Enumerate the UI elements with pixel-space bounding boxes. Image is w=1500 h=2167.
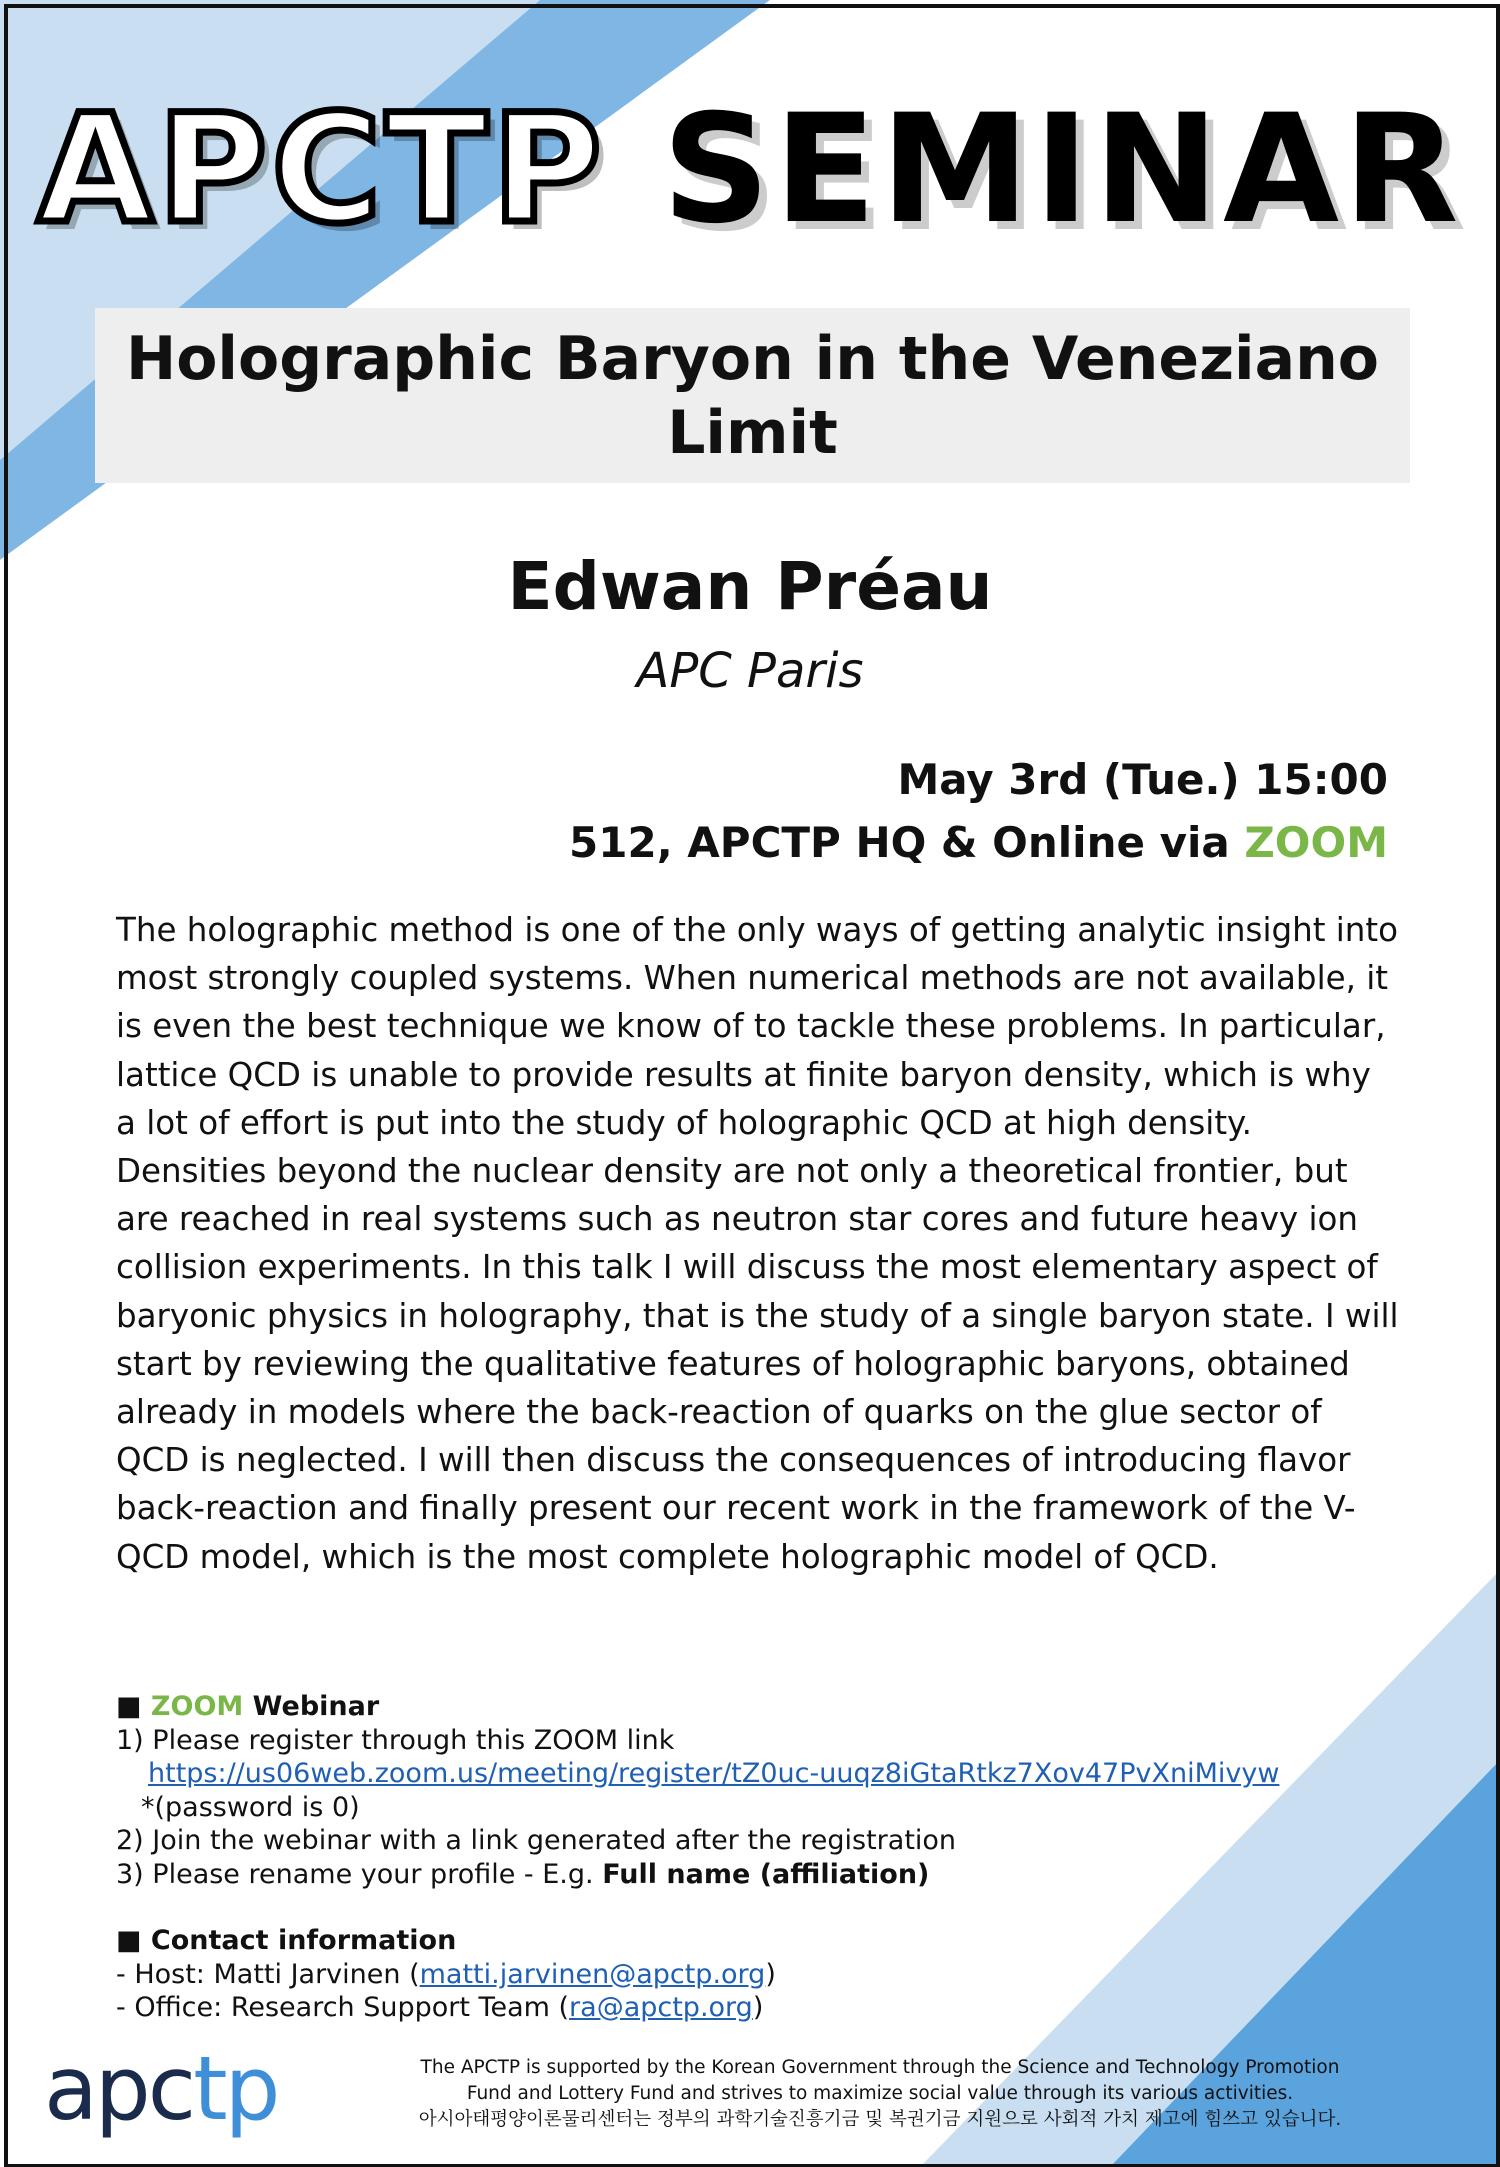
host-text: - Host: Matti Jarvinen ( [116,1958,420,1990]
venue-zoom: ZOOM [1244,818,1388,867]
logo-part-tp: tp [193,2037,278,2140]
webinar-link-row [116,1757,1416,1791]
talk-datetime: May 3rd (Tue.) 15:00 [897,755,1388,804]
webinar-password-note: *(password is 0) [141,1791,360,1823]
contact-office [116,1991,1416,2025]
contact-heading-text: Contact information [141,1925,457,1956]
bullet-icon: ■ [116,1925,142,1956]
talk-title: Holographic Baryon in the Veneziano Limit [126,323,1379,468]
info-section [116,1690,1416,2025]
step3-text: 3) Please rename your profile - E.g. [116,1858,603,1890]
host-email-link[interactable]: matti.jarvinen@apctp.org [419,1958,766,1990]
speaker-affiliation: APC Paris [636,643,864,699]
poster-header [0,83,1500,257]
apctp-logo [44,2037,278,2140]
support-line-2: Fund and Lottery Fund and strives to maximize social value through its various activities. [466,2083,1294,2104]
contact-heading [116,1924,1416,1958]
talk-abstract: The holographic method is one of the only ways of getting analytic insight into most strongly coupled systems. When numerical methods are not available, it is even the best technique we know of to tackle these problems. In particular, lattice QCD is unable to provide results at finite baryon density, which is why a lot of effort is put into the study of holographic QCD at high density. Densities beyond the nuclear density are not only a theoretical frontier, but are reached in real systems such as neutron star cores and future heavy ion collision experiments. In this talk I will discuss the most elementary aspect of baryonic physics in holography, that is the study of a single baryon state. I will start by reviewing the qualitative features of holographic baryons, obtained already in models where the back-reaction of quarks on the glue sector of QCD is neglected. I will then discuss the consequences of introducing flavor back-reaction and finally present our recent work in the framework of the V-QCD model, which is the most complete holographic model of QCD. [116,911,1399,1576]
contact-host [116,1958,1416,1992]
webinar-step2: 2) Join the webinar with a link generated after the registration [116,1825,957,1856]
support-statement [300,2055,1460,2133]
webinar-heading [116,1690,1416,1724]
step3-bold: Full name (affiliation) [602,1858,930,1890]
logo-part-apc: apc [44,2037,194,2140]
webinar-heading-text: Webinar [243,1691,380,1722]
header-apctp: APCTP [37,83,606,257]
talk-venue [569,818,1388,867]
office-close: ) [752,1992,764,2023]
webinar-heading-zoom: ZOOM [150,1691,244,1722]
speaker-name: Edwan Préau [507,548,993,625]
support-line-1: The APCTP is supported by the Korean Government through the Science and Technology Promotion [420,2057,1340,2078]
title-box [95,308,1410,483]
support-line-3: 아시아태평양이론물리센터는 정부의 과학기술진흥기금 및 복권기금 지원으로 사회적 가치 제고에 힘쓰고 있습니다. [418,2109,1342,2130]
zoom-register-link[interactable]: https://us06web.zoom.us/meeting/register/tZ0uc-uuqz8iGtaRtkz7Xov47PvXniMivyw [148,1758,1280,1789]
host-close: ) [765,1958,776,1990]
section-gap [116,1891,1416,1924]
venue-text: 512, APCTP HQ & Online via [569,818,1245,867]
office-text: - Office: Research Support Team ( [116,1992,570,2023]
bullet-icon: ■ [116,1691,142,1722]
webinar-step1: 1) Please register through this ZOOM link [116,1724,675,1756]
office-email-link[interactable]: ra@apctp.org [569,1992,753,2023]
header-seminar: SEMINAR [661,83,1463,257]
webinar-step3 [116,1858,1416,1892]
